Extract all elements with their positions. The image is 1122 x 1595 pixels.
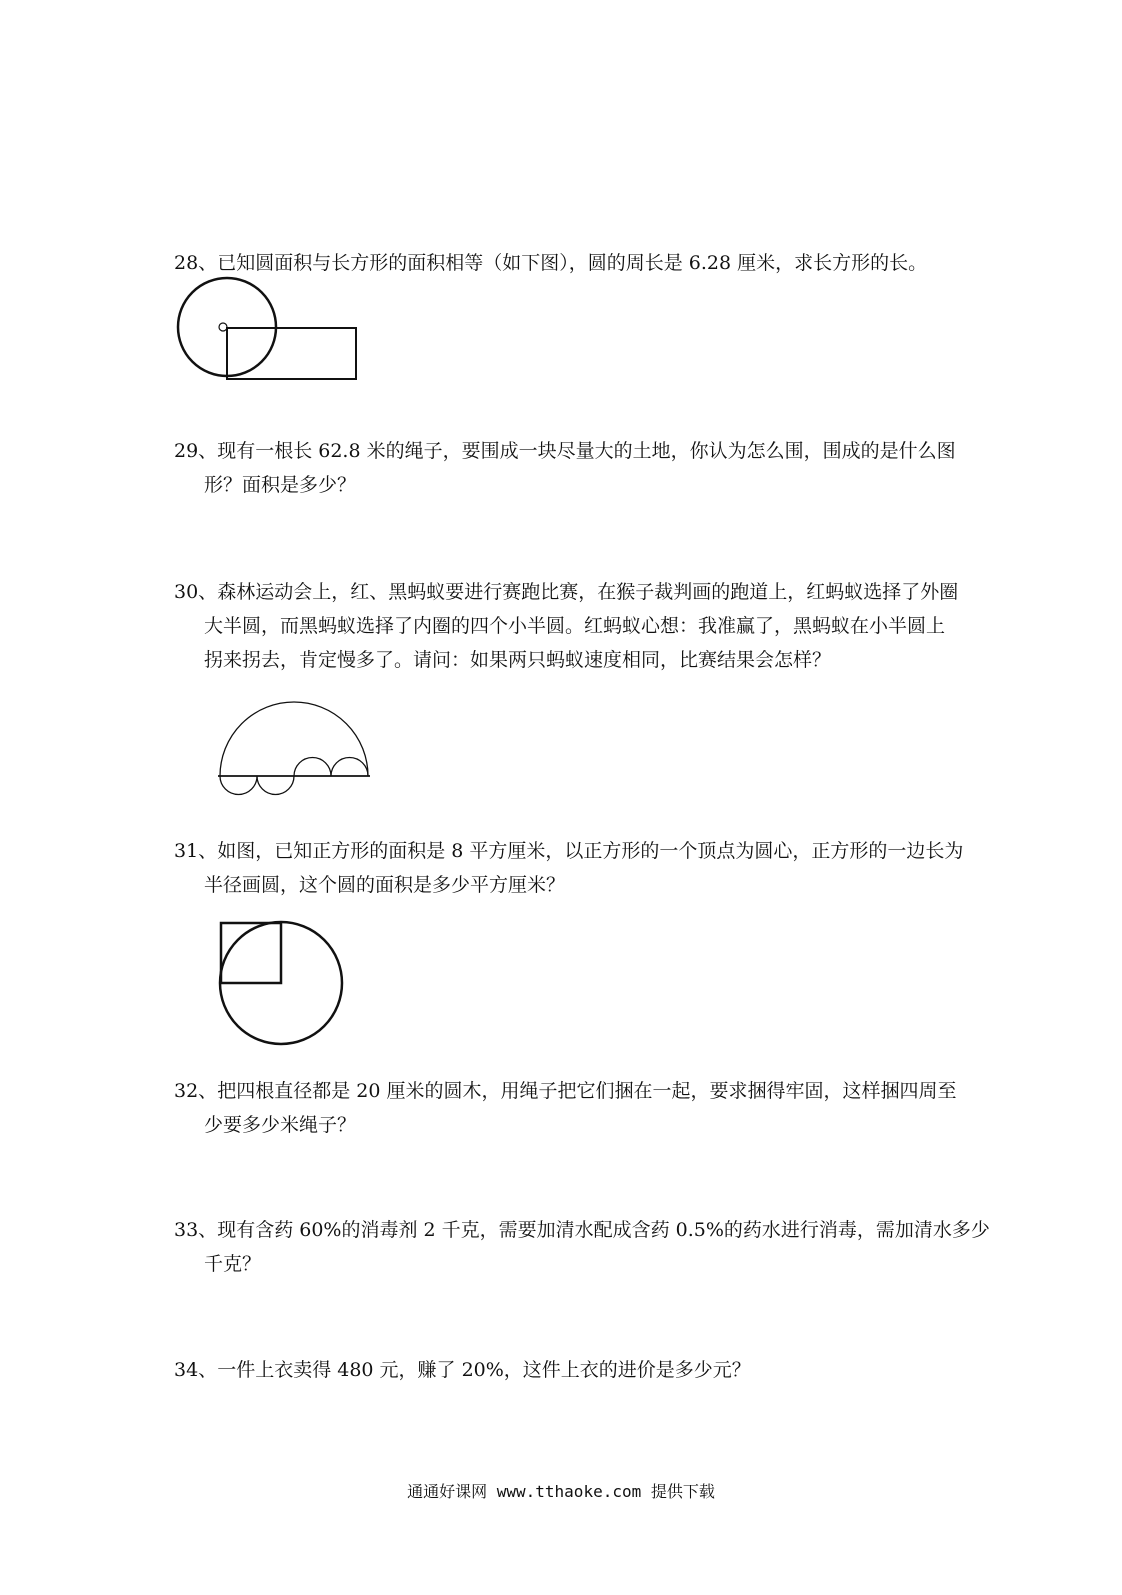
small-semicircle-1	[220, 776, 257, 795]
circle-rectangle-diagram	[170, 275, 370, 385]
question-number: 32、	[174, 1080, 218, 1102]
question-text: 现有一根长 62.8 米的绳子，要围成一块尽量大的土地，你认为怎么围，围成的是什么图	[217, 440, 956, 462]
question-32	[174, 1074, 1054, 1142]
footer-source: 通通好课网 www.tthaoke.com 提供下载	[407, 1482, 715, 1501]
center-dot	[219, 323, 227, 331]
question-29	[174, 434, 1054, 502]
question-number: 29、	[174, 440, 218, 462]
question-33	[174, 1213, 1054, 1281]
question-text: 已知圆面积与长方形的面积相等（如下图），圆的周长是 6.28 厘米，求长方形的长。	[217, 252, 928, 274]
question-text-cont: 少要多少米绳子？	[204, 1114, 357, 1136]
question-number: 33、	[174, 1219, 218, 1241]
question-text-cont: 半径画圆，这个圆的面积是多少平方厘米？	[204, 874, 566, 896]
question-text-cont: 形？面积是多少？	[204, 474, 357, 496]
small-semicircle-3	[294, 758, 331, 777]
question-text-cont: 拐来拐去，肯定慢多了。请问：如果两只蚂蚁速度相同，比赛结果会怎样？	[204, 649, 832, 671]
question-30	[174, 575, 1054, 677]
question-number: 30、	[174, 581, 218, 603]
question-number: 31、	[174, 840, 218, 862]
question-text-cont: 大半圆，而黑蚂蚁选择了内圈的四个小半圆。红蚂蚁心想：我准赢了，黑蚂蚁在小半圆上	[204, 615, 946, 637]
outer-semicircle	[220, 702, 368, 776]
square	[221, 923, 281, 983]
figure-square-circle	[212, 915, 352, 1050]
question-text: 把四根直径都是 20 厘米的圆木，用绳子把它们捆在一起，要求捆得牢固，这样捆四周至	[217, 1080, 957, 1102]
question-31	[174, 834, 1054, 902]
question-text: 如图，已知正方形的面积是 8 平方厘米，以正方形的一个顶点为圆心，正方形的一边长为	[217, 840, 964, 862]
question-text: 森林运动会上，红、黑蚂蚁要进行赛跑比赛，在猴子裁判画的跑道上，红蚂蚁选择了外圈	[217, 581, 959, 603]
question-number: 34、	[174, 1359, 218, 1381]
small-semicircle-2	[257, 776, 294, 795]
square-circle-diagram	[212, 915, 352, 1050]
question-number: 28、	[174, 252, 218, 274]
figure-circle-rectangle	[170, 275, 370, 385]
semicircle-track-diagram	[210, 695, 380, 805]
question-text-cont: 千克？	[204, 1253, 262, 1275]
figure-semicircle-track	[210, 695, 380, 805]
small-semicircle-4	[331, 758, 368, 777]
question-text: 现有含药 60%的消毒剂 2 千克，需要加清水配成含药 0.5%的药水进行消毒，需加清水多少	[217, 1219, 990, 1241]
question-text: 一件上衣卖得 480 元，赚了 20%，这件上衣的进价是多少元？	[217, 1359, 751, 1381]
question-34	[174, 1353, 1054, 1387]
